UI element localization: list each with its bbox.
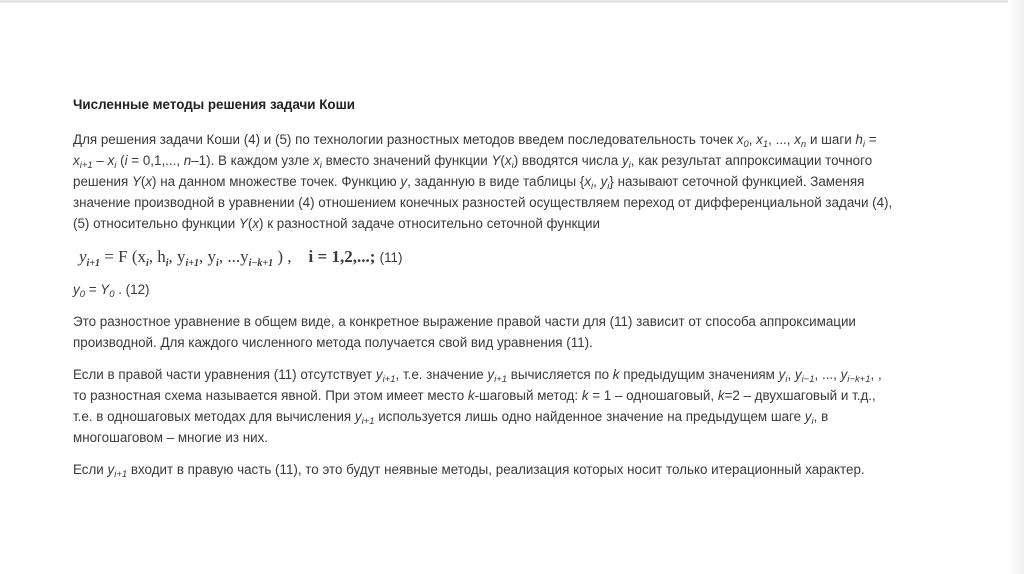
page-title: Численные методы решения задачи Коши: [73, 97, 355, 112]
slide-right-shadow: [1008, 0, 1024, 574]
document-body: [73, 94, 893, 491]
difference-equation-formula: $y_{i+1} = F$ ($x_i$, $h_i$, $y_{i+1}$, $y_i$, $...y_{i-k+1}$ ) , i = 1,2,...; (11): [79, 247, 403, 269]
paragraph-general-form: Это разностное уравнение в общем виде, а конкретное выражение правой части для (11) зависит от способа аппроксимации производной. Для каждого численного метода получается свой вид уравнения (11).: [73, 314, 856, 350]
initial-condition: $y_0 = Y_0$ . (12): [73, 282, 150, 300]
slide-top-edge: [0, 0, 1024, 3]
paragraph-intro: Для решения задачи Коши (4) и (5) по технологии разностных методов введем последовательность точек $x_0$, $x_1$, ..., $x_n$ и шаги $h_i = x_{i+1} - x_i$ (i = 0,1,..., n–1). В каждом узле $x_i$ вместо значений функции $Y(x_i)$ вводятся числа $y_i$, как результат аппроксимации точного решения Y(x) на данном множестве точек. Функцию y, заданную в виде таблицы {$x_i$, $y_i$} называют сеточной функцией. Заменяя значение производной в уравнении (4) отношением конечных разностей осуществляем переход от дифференциальной задачи (4), (5) относительно функции Y(x) к разностной задаче относительно сеточной функции: [73, 132, 893, 231]
paragraph-implicit-methods: Если $y_{i+1}$ входит в правую часть (11), то это будут неявные методы, реализация которых носит только итерационный характер.: [73, 462, 865, 480]
paragraph-explicit-methods: Если в правой части уравнения (11) отсутствует $y_{i+1}$, т.е. значение $y_{i+1}$ вычисляется по k предыдущим значениям $y_i$, $y_{i-1}$, ..., $y_{i-k+1}$, , то разностная схема называется явной. При этом имеет место k-шаговый метод: k = 1 – одношаговый, k=2 – двухшаговый и т.д., т.е. в одношаговых методах для вычисления $y_{i+1}$ используется лишь одно найденное значение на предыдущем шаге $y_i$, в многошаговом – многие из них.: [73, 367, 882, 445]
